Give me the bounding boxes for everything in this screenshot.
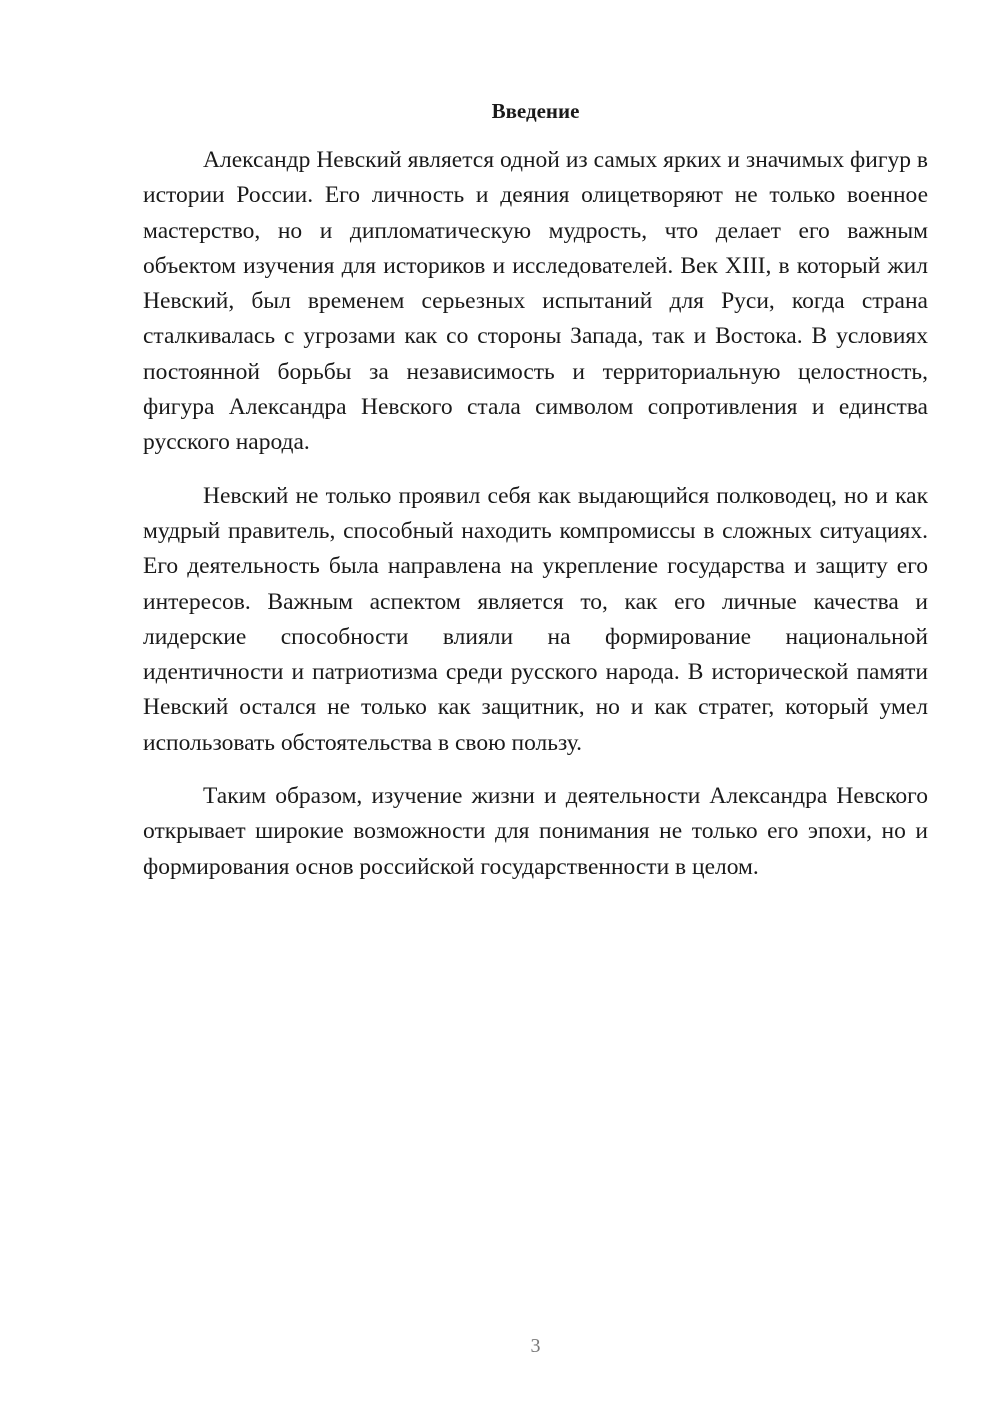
section-heading: Введение [491,99,580,123]
paragraph-3: Таким образом, изучение жизни и деятельности Александра Невского открывает широкие возможности для понимания не только его эпохи, но и формирования основ российской государственности в целом. [143,783,928,880]
page-number: 3 [530,1335,541,1357]
paragraph-2: Невский не только проявил себя как выдающийся полководец, но и как мудрый правитель, способный находить компромиссы в сложных ситуациях. Его деятельность была направлена на укрепление государства и защиту его интересов. Важным аспектом является то, как его личные качества и лидерские способности влияли на формирование национальной идентичности и патриотизма среди русского народа. В исторической памяти Невский остался не только как защитник, но и как стратег, который умел использовать обстоятельства в свою пользу. [143,482,928,756]
document-body [143,143,928,903]
paragraph-1: Александр Невский является одной из самых ярких и значимых фигур в истории России. Его личность и деяния олицетворяют не только военное мастерство, но и дипломатическую мудрость, что делает его важным объектом изучения для историков и исследователей. Век XIII, в который жил Невский, был временем серьезных испытаний для Руси, когда страна сталкивалась с угрозами как со стороны Запада, так и Востока. В условиях постоянной борьбы за независимость и территориальную целостность, фигура Александра Невского стала символом сопротивления и единства русского народа. [143,147,928,456]
